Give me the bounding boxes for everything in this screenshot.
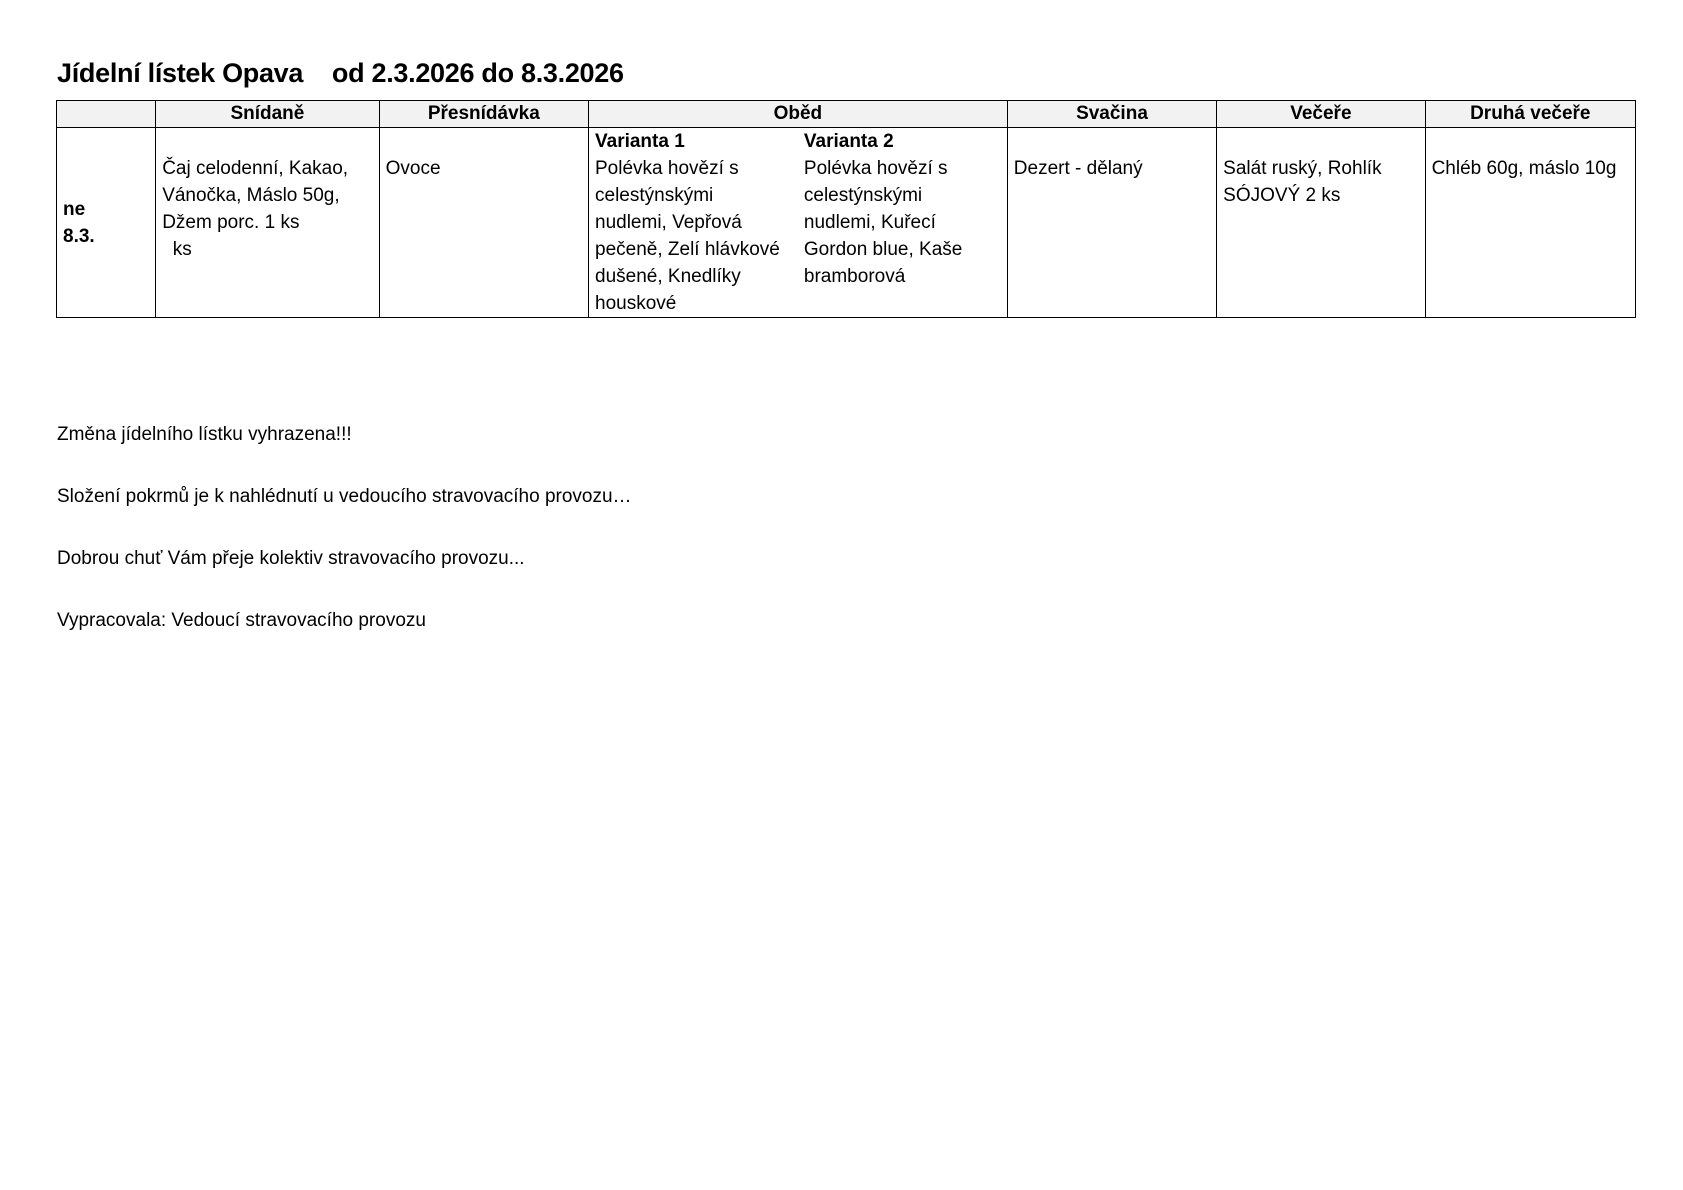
- variant-1-line: pečeně, Zelí hlávkové: [595, 239, 780, 260]
- variant-1-line: houskové: [595, 293, 677, 314]
- druha-vecere-cell: [1425, 128, 1635, 318]
- note-change-reserved: Změna jídelního lístku vyhrazena!!!: [57, 424, 352, 445]
- vecere-line: Salát ruský, Rohlík: [1223, 158, 1382, 179]
- obed-variant-2: [798, 128, 1007, 317]
- day-date: 8.3.: [63, 225, 95, 247]
- variant-2-line: bramborová: [803, 266, 906, 287]
- day-cell: [57, 128, 156, 318]
- day-name: ne: [63, 198, 86, 220]
- druha-vecere-text: Chléb 60g, máslo 10g: [1431, 158, 1617, 179]
- snidane-line: Čaj celodenní, Kakao,: [162, 158, 349, 179]
- svacina-cell: [1007, 128, 1216, 318]
- svacina-text: Dezert - dělaný: [1013, 158, 1143, 179]
- notes-section: [57, 423, 632, 671]
- variant-2-line: nudlemi, Kuřecí: [803, 212, 936, 233]
- header-druha-vecere: Druhá večeře: [1425, 101, 1635, 128]
- variant-1-line: Polévka hovězí s: [595, 158, 739, 179]
- variant-1-line: dušené, Knedlíky: [595, 266, 741, 287]
- variant-1-label: Varianta 1: [595, 131, 685, 152]
- header-svacina: Svačina: [1007, 101, 1216, 128]
- header-day: [57, 101, 156, 128]
- obed-variant-1: [589, 128, 798, 317]
- table-header-row: [57, 101, 1636, 128]
- vecere-line: SÓJOVÝ 2 ks: [1223, 185, 1341, 206]
- variant-2-line: celestýnskými: [803, 185, 923, 206]
- header-snidane: Snídaně: [156, 101, 379, 128]
- note-composition: Složení pokrmů je k nahlédnutí u vedoucího stravovacího provozu…: [57, 486, 632, 507]
- snidane-line: Vánočka, Máslo 50g,: [162, 185, 340, 206]
- menu-table: [56, 100, 1636, 318]
- vecere-cell: [1217, 128, 1425, 318]
- header-obed: Oběd: [589, 101, 1008, 128]
- table-row: [57, 128, 1636, 318]
- presnidavka-cell: [379, 128, 588, 318]
- variant-1-line: nudlemi, Vepřová: [595, 212, 742, 233]
- note-author: Vypracovala: Vedoucí stravovacího provozu: [57, 610, 426, 631]
- presnidavka-text: Ovoce: [385, 158, 441, 179]
- variant-2-label: Varianta 2: [803, 131, 894, 152]
- header-presnidavka: Přesnídávka: [379, 101, 588, 128]
- variant-1-line: celestýnskými: [595, 185, 714, 206]
- snidane-cell: [156, 128, 379, 318]
- snidane-line: Džem porc. 1 ks: [162, 212, 300, 233]
- note-greeting: Dobrou chuť Vám přeje kolektiv stravovacího provozu...: [57, 548, 525, 569]
- variant-2-line: Gordon blue, Kaše: [803, 239, 963, 260]
- snidane-line: ks: [162, 239, 192, 260]
- obed-cell: [589, 128, 1008, 318]
- variant-2-line: Polévka hovězí s: [803, 158, 948, 179]
- page-title: Jídelní lístek Opava od 2.3.2026 do 8.3.2026: [57, 58, 624, 88]
- header-vecere: Večeře: [1217, 101, 1425, 128]
